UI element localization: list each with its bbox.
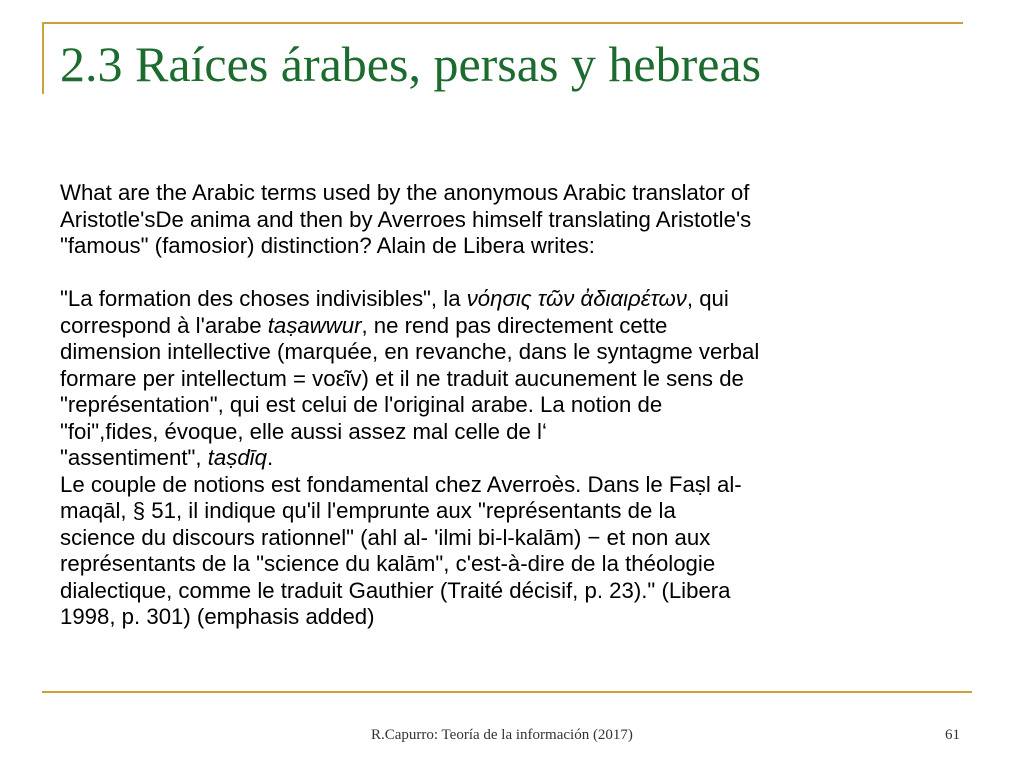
quote-text: , qui xyxy=(686,286,729,311)
quote-text: "assentiment", xyxy=(60,445,208,470)
body-paragraph-question xyxy=(60,180,980,260)
text-line xyxy=(60,286,980,313)
text-line: "foi",fides, évoque, elle aussi assez mal celle de l‘ xyxy=(60,418,547,444)
footer-text: R.Capurro: Teoría de la información (2017) xyxy=(371,727,633,743)
text-line: dimension intellective (marquée, en revanche, dans le syntagme verbal xyxy=(60,339,760,364)
text-line: Le couple de notions est fondamental chez Averroès. Dans le Faṣl al- xyxy=(60,471,742,497)
quote-text: , ne rend pas directement cette xyxy=(361,312,668,338)
greek-term: νόησις τῶν ἀδιαιρέτων xyxy=(466,286,687,311)
body-paragraph-averroes xyxy=(60,472,980,631)
text-line: maqāl, § 51, il indique qu'il l'emprunte aux "représentants de la xyxy=(60,498,676,523)
frame-bottom-rule xyxy=(42,691,972,693)
text-line: "famous" (famosior) distinction? Alain de Libera writes: xyxy=(60,233,595,258)
arabic-term: taṣdīq xyxy=(207,445,267,470)
body-quote xyxy=(60,286,980,472)
frame-top-rule xyxy=(42,22,963,24)
slide-body xyxy=(60,180,980,631)
text-line: "représentation", qui est celui de l'original arabe. La notion de xyxy=(60,392,663,417)
text-line xyxy=(60,445,980,472)
text-line: représentants de la "science du kalām", c'est-à-dire de la théologie xyxy=(60,551,716,576)
quote-text: . xyxy=(266,445,274,470)
slide-title: 2.3 Raíces árabes, persas y hebreas xyxy=(60,36,762,92)
text-line: formare per intellectum = voεῖv) et il ne traduit aucunement le sens de xyxy=(60,365,744,391)
text-line: Aristotle'sDe anima and then by Averroes himself translating Aristotle's xyxy=(60,206,752,232)
arabic-term: taṣawwur xyxy=(267,312,362,338)
frame-left-rule xyxy=(42,22,44,94)
quote-text: correspond à l'arabe xyxy=(60,312,268,338)
quote-text: "La formation des choses indivisibles", la xyxy=(60,286,467,311)
text-line: 1998, p. 301) (emphasis added) xyxy=(60,604,375,629)
text-line: science du discours rationnel" (ahl al- 'ilmi bi-l-kalām) − et non aux xyxy=(60,524,711,550)
text-line xyxy=(60,312,980,340)
text-line: dialectique, comme le traduit Gauthier (Traité décisif, p. 23)." (Libera xyxy=(60,577,731,603)
text-line: What are the Arabic terms used by the anonymous Arabic translator of xyxy=(60,180,750,205)
slide-number: 61 xyxy=(945,727,960,743)
